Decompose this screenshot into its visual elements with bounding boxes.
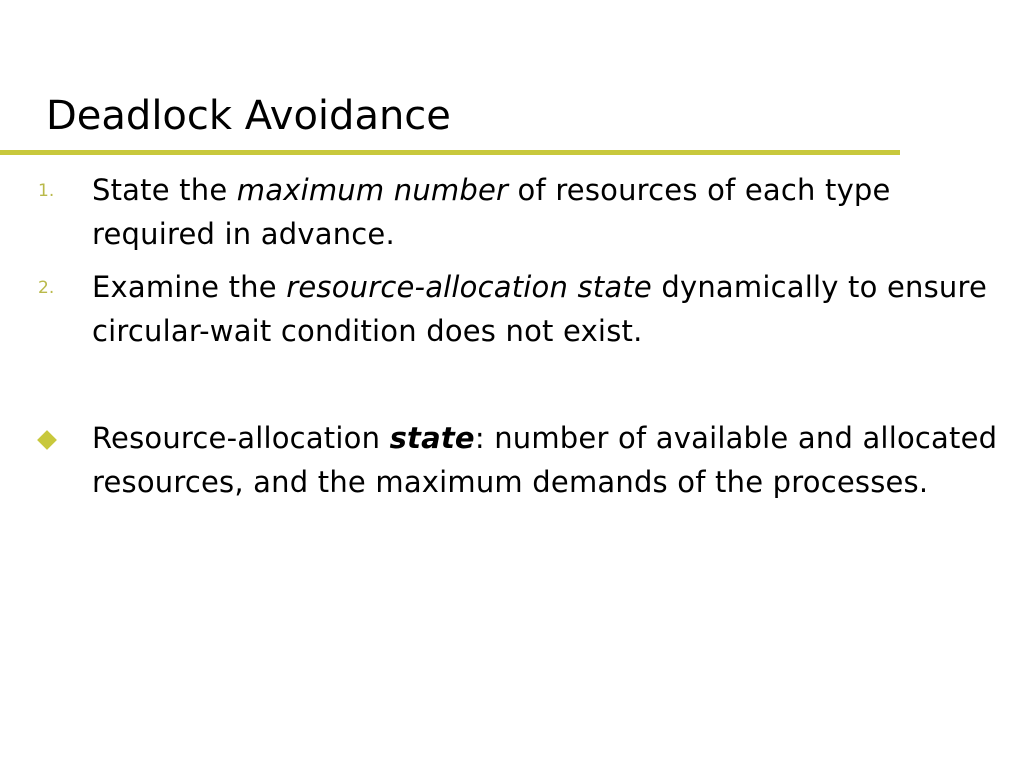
bullet-item-text-pre: Resource-allocation (92, 421, 390, 455)
list-number-1: 1. (38, 181, 55, 201)
bullet-item-emphasis: state (389, 421, 475, 455)
list-item-1-text-pre: State the (92, 173, 237, 207)
bullet-item (92, 416, 1010, 504)
list-item-2 (92, 265, 1010, 353)
list-item-2-text-post: dynamically to ensure circular-wait condition does not exist. (92, 270, 987, 348)
list-item-2-emphasis: resource-allocation state (286, 270, 652, 304)
diamond-bullet-icon (37, 430, 57, 450)
list-item-1-emphasis: maximum number (236, 173, 509, 207)
title-underline (0, 150, 900, 155)
list-item-1-text-post: of resources of each type required in advance. (92, 173, 891, 251)
list-number-2: 2. (38, 278, 55, 298)
list-item-1 (92, 168, 1010, 256)
list-item-2-text-pre: Examine the (92, 270, 287, 304)
bullet-item-text-post: : number of available and allocated resources, and the maximum demands of the processes. (92, 421, 998, 499)
slide-title: Deadlock Avoidance (46, 93, 451, 139)
